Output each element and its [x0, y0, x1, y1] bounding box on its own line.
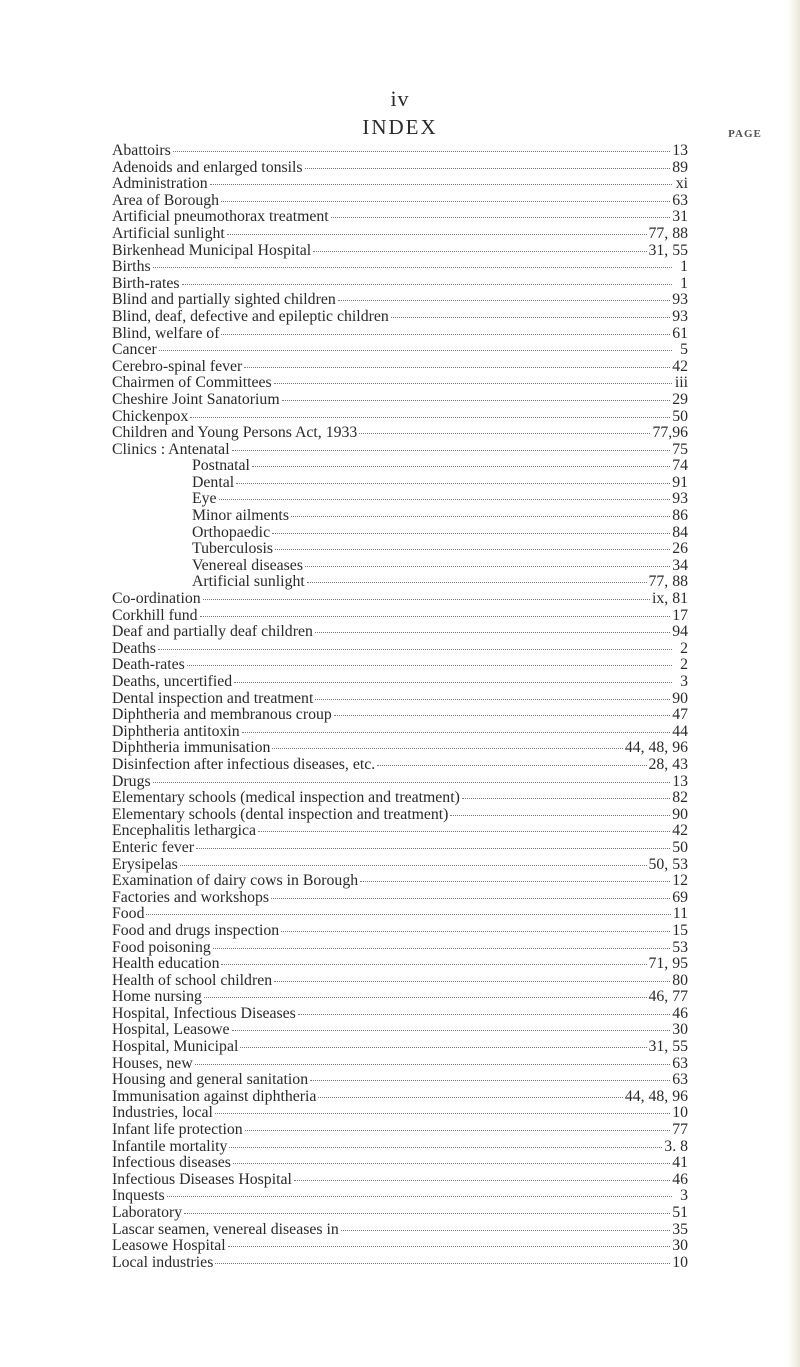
entry-pages: 91: [672, 473, 688, 491]
dot-leader: [213, 948, 670, 949]
entry-text: Dental: [192, 473, 235, 491]
index-entry: [112, 274, 688, 293]
index-entry: [112, 1253, 688, 1272]
dot-leader: [158, 649, 672, 650]
index-entry: [112, 241, 688, 260]
entry-text: Birkenhead Municipal Hospital: [112, 241, 312, 259]
entry-text: Drugs: [112, 772, 151, 790]
entry-pages: 31, 55: [648, 1038, 688, 1056]
index-entry: [112, 1220, 688, 1239]
index-entry: [112, 158, 688, 177]
dot-leader: [227, 234, 647, 235]
index-entry: [112, 1004, 688, 1023]
index-entry: [112, 1021, 688, 1039]
entry-text: Postnatal: [192, 457, 250, 475]
index-entry: [112, 1071, 688, 1089]
entry-pages: 89: [672, 158, 688, 176]
entry-pages: 53: [672, 938, 688, 956]
entry-text: Food poisoning: [112, 938, 211, 956]
index-entry: [112, 722, 688, 741]
dot-leader: [240, 1047, 646, 1048]
entry-pages: 61: [672, 324, 688, 342]
page-column-label: PAGE: [728, 128, 762, 140]
dot-leader: [210, 184, 672, 185]
dot-leader: [315, 699, 670, 700]
entry-text: Laboratory: [112, 1204, 183, 1221]
entry-text: Orthopaedic: [192, 523, 271, 541]
dot-leader: [173, 151, 670, 152]
entry-pages: 50: [672, 838, 688, 856]
entry-pages: 93: [672, 490, 688, 508]
entry-text: Venereal diseases: [192, 556, 303, 574]
index-entry: [112, 971, 688, 990]
index-entry: [112, 374, 688, 392]
entry-text: Examination of dairy cows in Borough: [112, 872, 359, 890]
index-title: INDEX: [362, 115, 438, 139]
entry-text: Hospital, Municipal: [112, 1038, 239, 1056]
index-entry: [112, 556, 688, 575]
entry-text: Home nursing: [112, 988, 202, 1006]
entry-text: Blind, deaf, defective and epileptic children: [112, 307, 389, 325]
entry-pages: ix, 81: [652, 590, 688, 608]
entry-text: Children and Young Persons Act, 1933: [112, 424, 358, 442]
dot-leader: [331, 217, 671, 218]
dot-leader: [200, 616, 671, 617]
index-entry: [112, 341, 688, 359]
entry-pages: 2: [680, 656, 688, 674]
dot-leader: [203, 599, 650, 600]
entry-pages: 93: [672, 291, 688, 309]
index-entry: [112, 258, 688, 276]
index-entry: [112, 291, 688, 309]
dot-leader: [190, 417, 670, 418]
entry-text: Abattoirs: [112, 142, 171, 159]
index-entry: [112, 706, 688, 724]
index-entry: [112, 1204, 688, 1222]
entry-text: Immunisation against diphtheria: [112, 1087, 317, 1105]
entry-text: Diphtheria and membranous croup: [112, 706, 332, 724]
dot-leader: [146, 914, 670, 915]
dot-leader: [462, 798, 670, 799]
entry-text: Infectious Diseases Hospital: [112, 1170, 292, 1188]
dot-leader: [272, 748, 622, 749]
entry-text: Inquests: [112, 1187, 165, 1205]
entry-pages: 2: [680, 639, 688, 657]
entry-text: Infantile mortality: [112, 1137, 228, 1155]
entry-pages: 28, 43: [648, 755, 688, 773]
index-entry: [112, 590, 688, 608]
index-entry: [112, 1170, 688, 1189]
index-entry: [112, 838, 688, 857]
index-entry: [112, 540, 688, 558]
entry-pages: 11: [672, 905, 688, 923]
entry-text: Deaths, uncertified: [112, 673, 233, 690]
index-entry: [112, 507, 688, 525]
dot-leader: [229, 1147, 662, 1148]
entry-pages: 31, 55: [648, 241, 688, 259]
index-entry: [112, 324, 688, 343]
index-entry: [112, 224, 688, 243]
entry-text: Minor ailments: [192, 507, 289, 525]
index-entry: [112, 739, 688, 757]
dot-leader: [272, 533, 670, 534]
entry-pages: 46: [672, 1004, 688, 1022]
entry-text: Artificial sunlight: [192, 573, 305, 591]
entry-text: Tuberculosis: [192, 540, 274, 558]
index-entry: [112, 639, 688, 658]
entry-text: Hospital, Leasowe: [112, 1021, 230, 1039]
index-entry: [112, 1104, 688, 1122]
index-entry: [112, 1187, 688, 1205]
index-entry: [112, 175, 688, 193]
index-entry: [112, 689, 688, 708]
index-entry: [112, 1121, 688, 1139]
entry-pages: 75: [672, 440, 688, 458]
index-entry: [112, 673, 688, 691]
dot-leader: [204, 997, 647, 998]
index-entry: [112, 1038, 688, 1056]
dot-leader: [234, 682, 672, 683]
entry-pages: 31: [672, 208, 688, 226]
dot-leader: [334, 715, 670, 716]
index-entry: [112, 407, 688, 426]
entry-text: Encephalitis lethargica: [112, 822, 257, 840]
entry-pages: 3: [680, 1187, 688, 1205]
index-entry: [112, 1087, 688, 1106]
entry-text: Co-ordination: [112, 590, 201, 608]
entry-text: Dental inspection and treatment: [112, 689, 314, 707]
entry-pages: 10: [672, 1253, 688, 1271]
entry-pages: iii: [674, 374, 688, 392]
entry-text: Cerebro-spinal fever: [112, 357, 243, 375]
dot-leader: [244, 367, 670, 368]
entry-pages: 42: [672, 357, 688, 375]
dot-leader: [310, 1080, 670, 1081]
dot-leader: [450, 815, 670, 816]
entry-text: Artificial pneumothorax treatment: [112, 208, 329, 226]
entry-pages: 46, 77: [648, 988, 688, 1006]
dot-leader: [341, 1230, 670, 1231]
entry-text: Disinfection after infectious diseases, etc.: [112, 755, 376, 773]
index-entry: [112, 573, 688, 591]
entry-pages: 50: [672, 407, 688, 425]
entry-text: Elementary schools (dental inspection and treatment): [112, 805, 449, 823]
entry-text: Deaf and partially deaf children: [112, 623, 313, 641]
dot-leader: [298, 1014, 670, 1015]
entry-pages: 30: [672, 1237, 688, 1255]
entry-pages: 42: [672, 822, 688, 840]
index-entry: [112, 822, 688, 840]
dot-leader: [182, 284, 672, 285]
dot-leader: [221, 964, 646, 965]
dot-leader: [294, 1180, 670, 1181]
dot-leader: [318, 1097, 622, 1098]
index-entry: [112, 490, 688, 508]
entry-pages: 90: [672, 689, 688, 707]
index-entry: [112, 307, 688, 326]
dot-leader: [232, 450, 671, 451]
entry-pages: xi: [675, 175, 688, 193]
dot-leader: [315, 632, 670, 633]
entry-pages: 77: [672, 1121, 688, 1139]
dot-leader: [236, 483, 670, 484]
entry-pages: 77,96: [652, 424, 688, 442]
entry-text: Houses, new: [112, 1054, 193, 1072]
entry-text: Blind, welfare of: [112, 324, 220, 342]
dot-leader: [245, 1130, 670, 1131]
index-entry: [112, 805, 688, 824]
index-entry: [112, 921, 688, 940]
entry-text: Corkhill fund: [112, 606, 198, 624]
dot-leader: [228, 1246, 671, 1247]
dot-leader: [360, 881, 670, 882]
entry-text: Area of Borough: [112, 191, 220, 209]
index-entry: [112, 789, 688, 807]
entry-text: Adenoids and enlarged tonsils: [112, 158, 303, 176]
entry-pages: 82: [672, 789, 688, 807]
entry-pages: 34: [672, 556, 688, 574]
index-entry: [112, 473, 688, 492]
entry-pages: 90: [672, 805, 688, 823]
entry-text: Death-rates: [112, 656, 185, 674]
dot-leader: [242, 732, 671, 733]
entry-pages: 74: [672, 457, 688, 475]
entry-pages: 29: [672, 390, 688, 408]
entry-text: Leasowe Hospital: [112, 1237, 226, 1255]
entry-text: Clinics : Antenatal: [112, 440, 230, 458]
index-entry: [112, 955, 688, 973]
index-entries: [112, 142, 688, 1271]
dot-leader: [291, 516, 670, 517]
index-entry: [112, 772, 688, 791]
dot-leader: [307, 582, 647, 583]
entry-pages: 41: [672, 1154, 688, 1172]
entry-text: Diphtheria antitoxin: [112, 722, 240, 740]
entry-text: Chickenpox: [112, 407, 189, 425]
entry-pages: 5: [680, 341, 688, 359]
dot-leader: [187, 665, 672, 666]
dot-leader: [258, 831, 670, 832]
dot-leader: [215, 1113, 670, 1114]
entry-text: Factories and workshops: [112, 888, 270, 906]
dot-leader: [282, 400, 671, 401]
entry-text: Eye: [192, 490, 217, 508]
entry-text: Local industries: [112, 1253, 214, 1271]
entry-text: Health education: [112, 955, 220, 973]
entry-pages: 77, 88: [648, 224, 688, 242]
entry-text: Elementary schools (medical inspection and treatment): [112, 789, 460, 807]
dot-leader: [196, 848, 670, 849]
index-entry: [112, 623, 688, 641]
index-entry: [112, 523, 688, 542]
index-entry: [112, 142, 688, 160]
entry-pages: 12: [672, 872, 688, 890]
entry-pages: 10: [672, 1104, 688, 1122]
entry-pages: 86: [672, 507, 688, 525]
dot-leader: [391, 317, 670, 318]
dot-leader: [153, 267, 672, 268]
entry-text: Hospital, Infectious Diseases: [112, 1004, 296, 1022]
entry-pages: 13: [672, 772, 688, 790]
dot-leader: [221, 334, 670, 335]
dot-leader: [233, 1163, 670, 1164]
index-entry: [112, 208, 688, 226]
entry-pages: 80: [672, 971, 688, 989]
entry-pages: 47: [672, 706, 688, 724]
index-entry: [112, 606, 688, 625]
index-entry: [112, 1137, 688, 1156]
entry-text: Deaths: [112, 639, 156, 657]
dot-leader: [313, 251, 646, 252]
entry-pages: 84: [672, 523, 688, 541]
entry-text: Erysipelas: [112, 855, 178, 873]
entry-pages: 69: [672, 888, 688, 906]
index-entry: [112, 656, 688, 674]
entry-pages: 3: [680, 673, 688, 690]
entry-text: Chairmen of Committees: [112, 374, 272, 392]
dot-leader: [215, 1263, 670, 1264]
entry-pages: 71, 95: [648, 955, 688, 973]
dot-leader: [359, 433, 650, 434]
entry-pages: 77, 88: [648, 573, 688, 591]
dot-leader: [180, 865, 647, 866]
dot-leader: [195, 1064, 670, 1065]
entry-pages: 63: [672, 191, 688, 209]
dot-leader: [184, 1213, 670, 1214]
entry-pages: 3. 8: [664, 1137, 688, 1155]
dot-leader: [377, 765, 646, 766]
entry-pages: 44, 48, 96: [624, 1087, 688, 1105]
dot-leader: [305, 566, 670, 567]
dot-leader: [305, 168, 671, 169]
entry-pages: 1: [680, 274, 688, 292]
index-entry: [112, 357, 688, 376]
dot-leader: [274, 981, 670, 982]
dot-leader: [281, 931, 670, 932]
entry-text: Industries, local: [112, 1104, 213, 1122]
index-entry: [112, 938, 688, 957]
entry-pages: 26: [672, 540, 688, 558]
entry-text: Birth-rates: [112, 274, 180, 292]
index-entry: [112, 1154, 688, 1172]
entry-text: Cancer: [112, 341, 157, 359]
entry-text: Housing and general sanitation: [112, 1071, 309, 1089]
index-entry: [112, 872, 688, 890]
entry-pages: 46: [672, 1170, 688, 1188]
index-entry: [112, 988, 688, 1006]
index-entry: [112, 1054, 688, 1073]
dot-leader: [219, 499, 671, 500]
dot-leader: [275, 549, 670, 550]
entry-pages: 35: [672, 1220, 688, 1238]
dot-leader: [271, 898, 670, 899]
dot-leader: [167, 1196, 672, 1197]
index-entry: [112, 457, 688, 475]
dot-leader: [338, 300, 670, 301]
entry-pages: 1: [680, 258, 688, 276]
dot-leader: [232, 1030, 671, 1031]
entry-text: Infectious diseases: [112, 1154, 231, 1172]
index-entry: [112, 440, 688, 459]
index-entry: [112, 888, 688, 907]
entry-pages: 44, 48, 96: [624, 739, 688, 757]
entry-pages: 93: [672, 307, 688, 325]
entry-pages: 63: [672, 1054, 688, 1072]
dot-leader: [274, 383, 672, 384]
entry-text: Lascar seamen, venereal diseases in: [112, 1220, 339, 1238]
dot-leader: [221, 201, 670, 202]
entry-pages: 63: [672, 1071, 688, 1089]
index-entry: [112, 905, 688, 923]
entry-text: Births: [112, 258, 151, 276]
index-entry: [112, 1237, 688, 1255]
entry-pages: 17: [672, 606, 688, 624]
entry-text: Food and drugs inspection: [112, 921, 280, 939]
entry-text: Artificial sunlight: [112, 224, 225, 242]
dot-leader: [153, 782, 671, 783]
entry-text: Cheshire Joint Sanatorium: [112, 390, 280, 408]
index-entry: [112, 390, 688, 409]
index-entry: [112, 424, 688, 442]
entry-pages: 94: [672, 623, 688, 641]
entry-pages: 44: [672, 722, 688, 740]
page-number: iv: [390, 86, 410, 111]
entry-text: Health of school children: [112, 971, 273, 989]
entry-text: Enteric fever: [112, 838, 195, 856]
index-entry: [112, 191, 688, 210]
entry-text: Diphtheria immunisation: [112, 739, 271, 757]
entry-text: Food: [112, 905, 145, 923]
entry-pages: 15: [672, 921, 688, 939]
entry-text: Administration: [112, 175, 208, 193]
entry-pages: 13: [672, 142, 688, 159]
dot-leader: [159, 350, 672, 351]
entry-pages: 50, 53: [648, 855, 688, 873]
index-entry: [112, 855, 688, 874]
entry-text: Blind and partially sighted children: [112, 291, 336, 309]
entry-text: Infant life protection: [112, 1121, 243, 1139]
scan-edge: [786, 0, 800, 1367]
index-entry: [112, 755, 688, 774]
entry-pages: 30: [672, 1021, 688, 1039]
entry-pages: 51: [672, 1204, 688, 1221]
dot-leader: [252, 466, 670, 467]
